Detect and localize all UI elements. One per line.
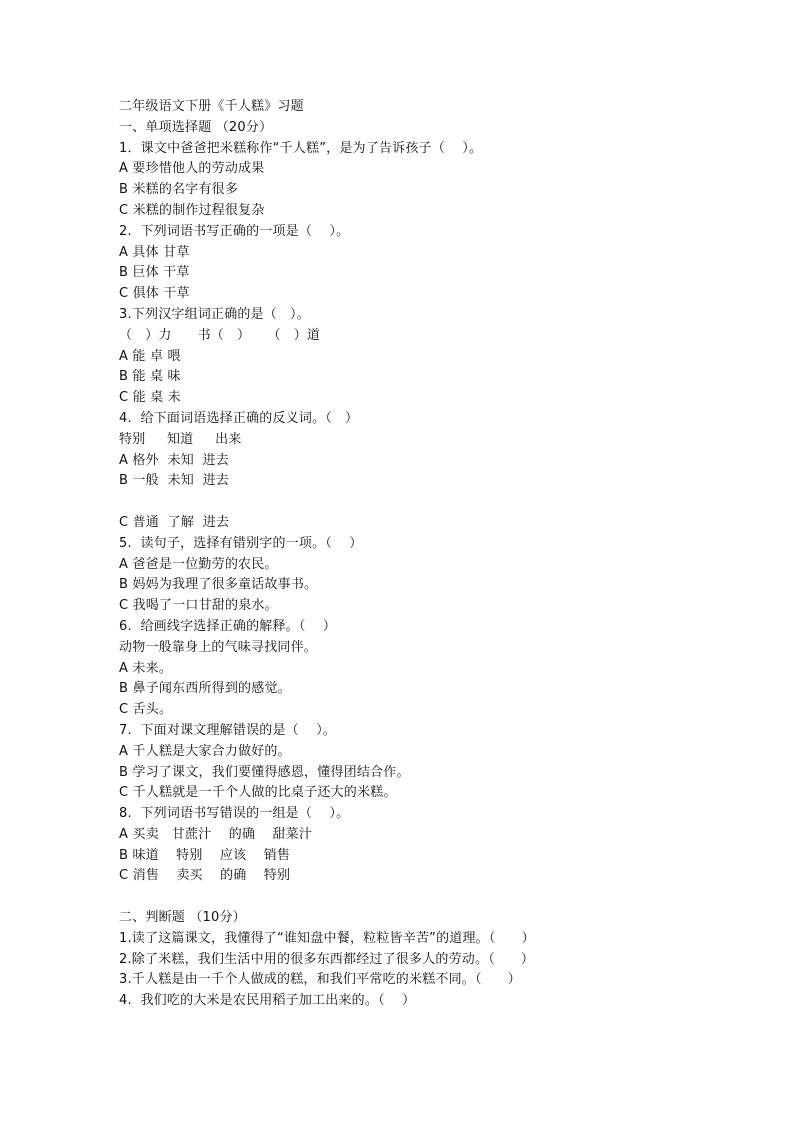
judgment-item-4: 4. 我们吃的大米是农民用稻子加工出来的。（ ） [119, 993, 416, 1009]
question-4-words: 特别 知道 出来 [119, 431, 242, 447]
section1-heading: 一、单项选择题 （20分） [119, 119, 273, 135]
question-6-sentence: 动物一般靠身上的气味寻找同伴。 [119, 639, 318, 655]
question-4-option-c: C 普通 了解 进去 [119, 514, 230, 530]
question-6-stem: 6. 给画线字选择正确的解释。（ ） [119, 618, 337, 634]
judgment-item-3: 3.千人糕是由一千个人做成的糕，和我们平常吃的米糕不同。（ ） [119, 972, 521, 988]
question-3-stem: 3.下列汉字组词正确的是（ ）。 [119, 306, 310, 322]
blank-line [119, 492, 719, 513]
question-7-option-c: C 千人糕就是一千个人做的比桌子还大的米糕。 [119, 785, 397, 801]
judgment-item-2: 2.除了米糕，我们生活中用的很多东西都经过了很多人的劳动。（ ） [119, 951, 535, 967]
question-5-option-a: A 爸爸是一位勤劳的农民。 [119, 556, 278, 572]
question-6-option-c: C 舌头。 [119, 702, 173, 718]
question-3-blanks: （ ）力 书（ ） （ ）道 [119, 327, 321, 343]
question-4-option-b: B 一般 未知 进去 [119, 473, 229, 489]
question-7-stem: 7. 下面对课文理解错误的是（ ）。 [119, 722, 337, 738]
question-8-stem: 8. 下列词语书写错误的一组是（ ）。 [119, 806, 350, 822]
question-8-option-c: C 消售 卖买 的确 特别 [119, 868, 291, 884]
question-7-option-a: A 千人糕是大家合力做好的。 [119, 743, 291, 759]
question-4-option-a: A 格外 未知 进去 [119, 452, 229, 468]
question-5-stem: 5. 读句子，选择有错别字的一项。（ ） [119, 535, 363, 551]
question-6-option-b: B 鼻子闻东西所得到的感觉。 [119, 681, 291, 697]
question-1-option-c: C 米糕的制作过程很复杂 [119, 202, 265, 218]
question-8-option-b: B 味道 特别 应该 销售 [119, 847, 291, 863]
question-2-option-c: C 俱体 干草 [119, 286, 190, 302]
question-6-option-a: A 未来。 [119, 660, 173, 676]
question-3-option-b: B 能 桌 味 [119, 369, 181, 385]
question-5-option-b: B 妈妈为我理了很多童话故事书。 [119, 577, 318, 593]
question-1-option-a: A 要珍惜他人的劳动成果 [119, 161, 265, 177]
question-1-option-b: B 米糕的名字有很多 [119, 182, 239, 198]
question-2-option-a: A 具体 甘草 [119, 244, 190, 260]
question-2-option-b: B 巨体 干草 [119, 265, 190, 281]
question-5-option-c: C 我喝了一口甘甜的泉水。 [119, 598, 278, 614]
blank-line [119, 887, 719, 908]
worksheet-title: 二年级语文下册《千人糕》习题 [119, 99, 304, 114]
question-3-option-a: A 能 卓 喂 [119, 348, 181, 364]
judgment-item-1: 1.读了这篇课文，我懂得了“谁知盘中餐，粒粒皆辛苦”的道理。（ ） [119, 930, 535, 946]
question-8-option-a: A 买卖 甘蔗汁 的确 甜菜汁 [119, 826, 313, 842]
question-4-stem: 4. 给下面词语选择正确的反义词。（ ） [119, 410, 359, 426]
question-1-stem: 1．课文中爸爸把米糕称作“千人糕”，是为了告诉孩子（ ）。 [119, 140, 483, 156]
question-2-stem: 2. 下列词语书写正确的一项是（ ）。 [119, 223, 350, 239]
section2-heading: 二、判断题 （10分） [119, 910, 246, 926]
question-7-option-b: B 学习了课文，我们要懂得感恩，懂得团结合作。 [119, 764, 410, 780]
question-3-option-c: C 能 桌 未 [119, 390, 181, 406]
worksheet-content [119, 97, 719, 1012]
